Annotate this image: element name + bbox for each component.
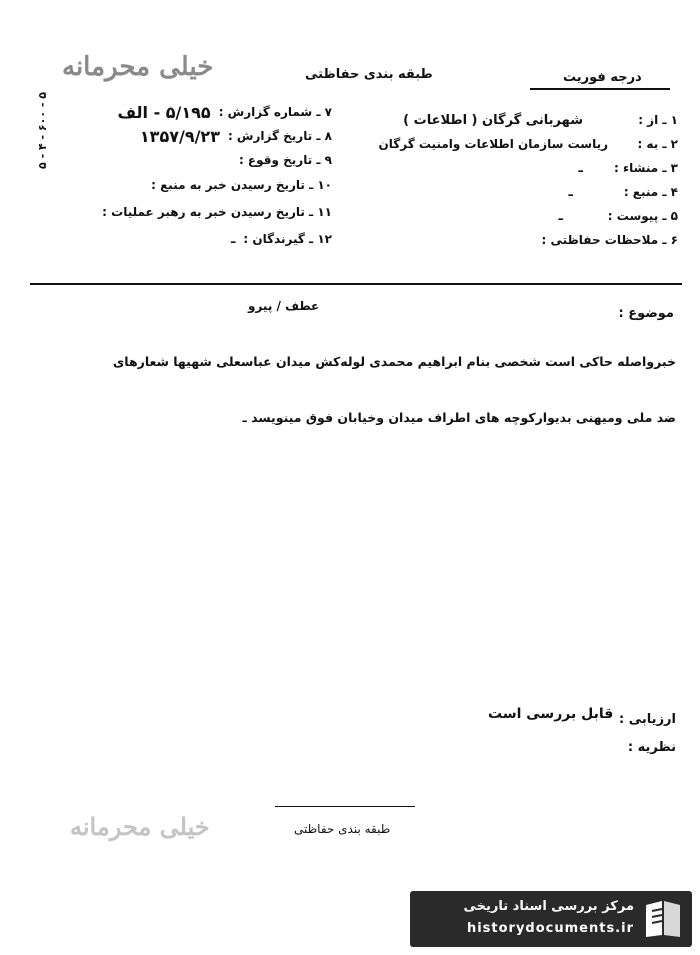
field-to-value: ریاست سازمان اطلاعات وامنیت گرگان — [378, 137, 608, 151]
field-attachment-label: ۵ ـ پیوست : — [607, 209, 678, 223]
watermark-url: historydocuments.ir — [466, 921, 634, 936]
field-incident-date — [60, 148, 332, 172]
field-report-number-label: ۷ ـ شماره گزارش : — [218, 105, 332, 119]
evaluation-value: قابل بررسی است — [488, 706, 614, 722]
subject-label: موضوع : — [618, 306, 674, 321]
field-report-number-value: ۵/۱۹۵ - الف — [117, 102, 211, 122]
field-source-value: ـ — [568, 184, 573, 200]
field-recipients — [60, 226, 332, 252]
urgency-header: درجه فوریت — [563, 70, 642, 85]
watermark-book-icon — [642, 897, 684, 941]
right-fields — [358, 108, 678, 252]
field-attachment-value: ـ — [558, 208, 563, 224]
field-news-to-operator-date-label: ۱۱ ـ تاریخ رسیدن خبر به رهبر عملیات : — [102, 205, 332, 219]
field-security-notes-label: ۶ ـ ملاحظات حفاظتی : — [541, 233, 678, 247]
field-origin-label: ۳ ـ منشاء : — [614, 161, 678, 175]
side-number: ۵ - ۴ - ۶۰۰ - ۵ — [36, 92, 49, 169]
field-attachment — [358, 204, 678, 228]
field-source-label: ۴ ـ منبع : — [623, 185, 678, 199]
footer-classification: طبقه بندی حفاظتی — [294, 822, 391, 836]
field-source — [358, 180, 678, 204]
watermark-title: مرکز بررسی اسناد تاریخی — [463, 899, 634, 914]
field-incident-date-label: ۹ ـ تاریخ وقوع : — [238, 153, 332, 167]
field-report-date-label: ۸ ـ تاریخ گزارش : — [227, 129, 332, 143]
field-report-date — [60, 124, 332, 148]
field-security-notes — [358, 228, 678, 252]
field-from-value: شهربانی گرگان ( اطلاعات ) — [403, 112, 583, 128]
subject-reference: عطف / پیرو — [248, 299, 320, 313]
field-recipients-value: ـ — [230, 231, 236, 247]
field-report-date-value: ۱۳۵۷/۹/۲۳ — [139, 126, 220, 146]
field-origin-value: ـ — [578, 160, 583, 176]
field-news-to-source-date-label: ۱۰ ـ تاریخ رسیدن خبر به منبع : — [151, 178, 332, 192]
field-from — [358, 108, 678, 132]
urgency-header-underline — [530, 88, 670, 90]
field-to-label: ۲ ـ به : — [637, 137, 678, 151]
watermark-box — [410, 891, 692, 947]
field-report-number — [60, 100, 332, 124]
classification-header: طبقه بندی حفاظتی — [305, 67, 433, 82]
evaluation-label: ارزیابی : — [619, 712, 676, 727]
field-to — [358, 132, 678, 156]
top-stamp: خیلی محرمانه — [62, 52, 214, 82]
field-news-to-source-date — [60, 172, 332, 198]
left-fields — [60, 100, 332, 252]
field-from-label: ۱ ـ از : — [638, 113, 678, 127]
field-recipients-label: ۱۲ ـ گیرندگان : — [243, 232, 332, 246]
body-line-1: خبرواصله حاکی است شخصی بنام ابراهیم محمدی لوله‌کش میدان عباسعلی شهیها شعارهای — [112, 354, 676, 369]
footer-stamp: خیلی محرمانه — [70, 812, 210, 841]
header-divider — [30, 283, 682, 285]
field-origin — [358, 156, 678, 180]
body-line-2: ضد ملی ومیهنی بدیوارکوچه های اطراف میدان وخیابان فوق مینویسد ـ — [242, 410, 676, 425]
opinion-label: نظریه : — [627, 740, 676, 755]
footer-divider — [275, 806, 415, 807]
field-news-to-operator-date — [60, 198, 332, 226]
